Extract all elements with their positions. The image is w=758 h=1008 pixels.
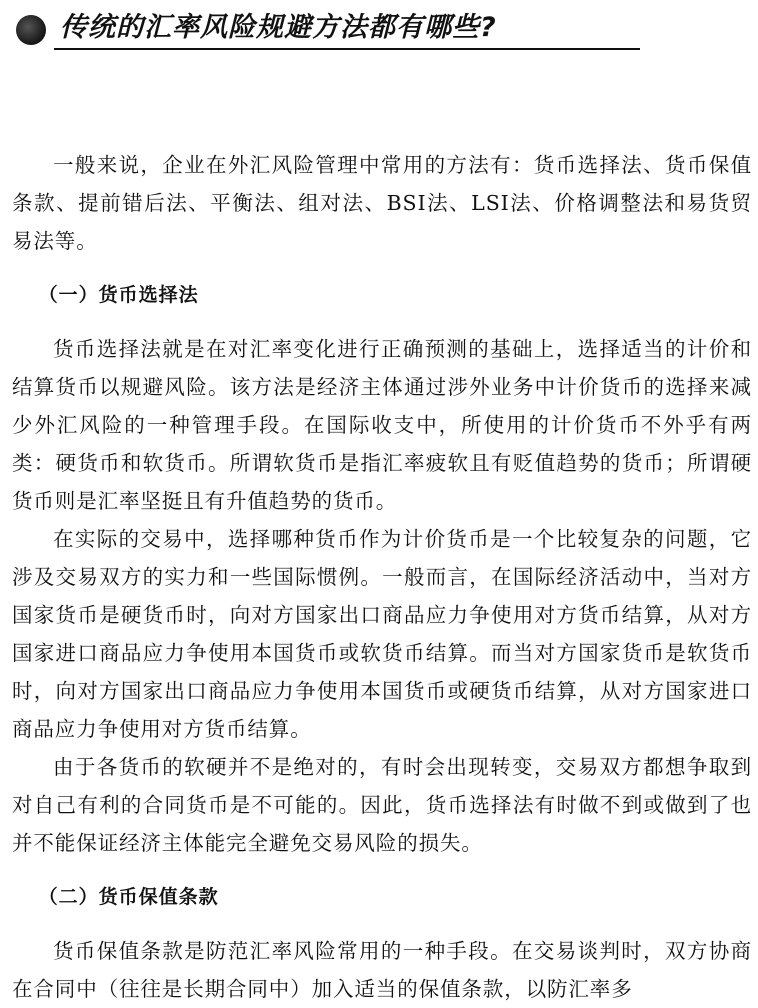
section1-paragraph-2: 在实际的交易中，选择哪种货币作为计价货币是一个比较复杂的问题，它涉及交易双方的实力和一些国际惯例。一般而言，在国际经济活动中，当对方国家货币是硬货币时，向对方国家出口商品应力争使用对方货币结算，从对方国家进口商品应力争使用本国货币或软货币结算。而当对方国家货币是软货币时，向对方国家出口商品应力争使用本国货币或硬货币结算，从对方国家进口商品应力争使用对方货币结算。 xyxy=(12,527,752,741)
intro-paragraph: 一般来说，企业在外汇风险管理中常用的方法有：货币选择法、货币保值条款、提前错后法、平衡法、组对法、BSI法、LSI法、价格调整法和易货贸易法等。 xyxy=(12,153,752,253)
header-underline xyxy=(54,48,640,50)
page-title: 传统的汇率风险规避方法都有哪些? xyxy=(60,12,497,43)
document-body xyxy=(12,146,752,1008)
section-heading-currency-selection: （一）货币选择法 xyxy=(38,284,199,306)
page-header xyxy=(14,8,640,48)
section2-paragraph-1: 货币保值条款是防范汇率风险常用的一种手段。在交易谈判时，双方协商在合同中（往往是长期合同中）加入适当的保值条款，以防汇率多 xyxy=(12,939,752,1001)
section-heading-value-clause: （二）货币保值条款 xyxy=(38,886,219,908)
black-circle-bullet-icon xyxy=(16,15,46,45)
section1-paragraph-3: 由于各货币的软硬并不是绝对的，有时会出现转变，交易双方都想争取到对自己有利的合同货币是不可能的。因此，货币选择法有时做不到或做到了也并不能保证经济主体能完全避免交易风险的损失。 xyxy=(12,755,752,855)
section1-paragraph-1: 货币选择法就是在对汇率变化进行正确预测的基础上，选择适当的计价和结算货币以规避风险。该方法是经济主体通过涉外业务中计价货币的选择来减少外汇风险的一种管理手段。在国际收支中，所使用的计价货币不外乎有两类：硬货币和软货币。所谓软货币是指汇率疲软且有贬值趋势的货币；所谓硬货币则是汇率坚挺且有升值趋势的货币。 xyxy=(12,337,752,513)
